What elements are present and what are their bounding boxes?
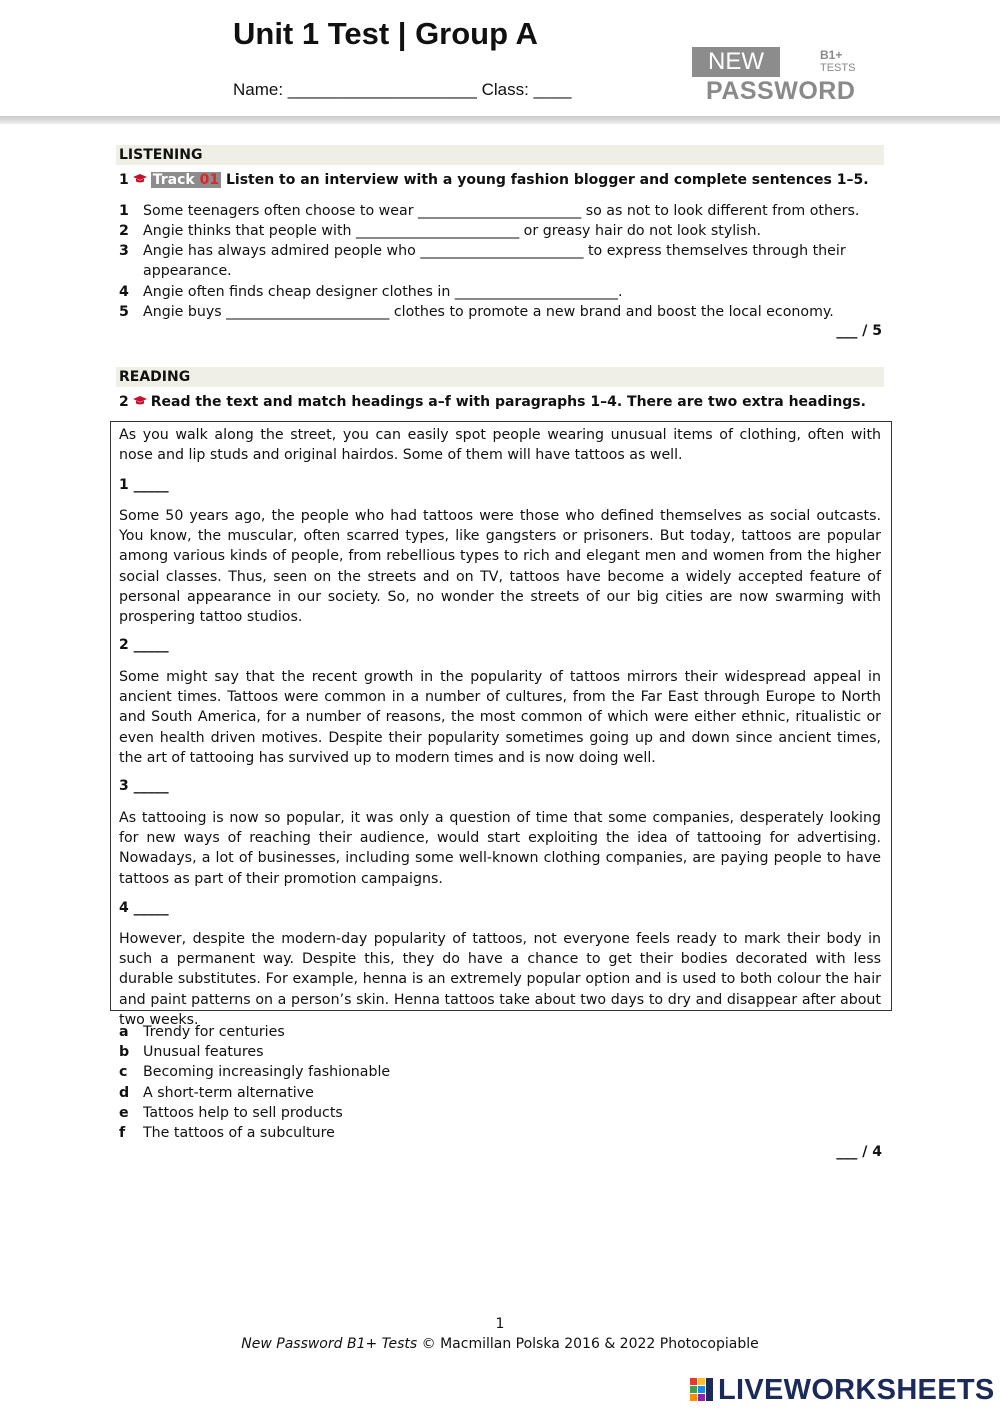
heading-option [119,1083,881,1103]
item-number: 4 [119,284,129,300]
heading-letter: a [119,1024,129,1040]
watermark-text: LIVEWORKSHEETS [718,1374,995,1406]
listening-task-number: 1 [119,172,129,188]
liveworksheets-watermark [690,1374,995,1406]
item-number: 2 [119,223,129,239]
listening-item [119,201,881,221]
heading-option [119,1062,881,1082]
heading-option [119,1022,881,1042]
reading-task-instruction [119,394,866,410]
class-field[interactable]: Class: ____ [481,80,572,99]
item-text[interactable]: Angie often finds cheap designer clothes in _______________________. [143,284,623,300]
heading-letter: b [119,1044,130,1060]
name-class-line [233,80,571,100]
reading-section-title: READING [116,367,884,387]
track-word: Track [152,172,195,188]
item-number: 1 [119,203,129,219]
paragraph-answer-2[interactable]: 2 _____ [119,637,169,653]
logo-new: NEW [692,47,780,77]
heading-option [119,1042,881,1062]
new-password-logo [692,47,862,105]
paragraph-2: Some might say that the recent growth in the popularity of tattoos mirrors their widespread appeal in ancient times. Tattoos were common in a number of cultures, from the Far East through Europe to North and South America, for a number of reasons, the most common of which were either ethnic, ritualistic or even health driven motives. Despite their popularity sometimes going up and down since ancient times, the art of tattooing has survived up to modern times and is now doing well. [119,669,881,766]
logo-tests: TESTS [820,62,856,74]
paragraph-answer-3[interactable]: 3 _____ [119,778,169,794]
listening-task-instruction [119,172,869,188]
paragraph-1: Some 50 years ago, the people who had tattoos were those who defined themselves as social outcasts. You know, the muscular, often scarred types, like gangsters or prisoners. But today, tattoos are popular among various kinds of people, from rebellious types to rich and elegant men and women from the higher social classes. Thus, seen on the streets and on TV, tattoos have become a widely accepted feature of personal appearance in our society. So, no wonder the streets of our big cities are now swarming with prospering tattoo studios. [119,508,881,626]
liveworksheets-logo-icon [690,1378,714,1402]
heading-option [119,1123,881,1143]
heading-text: The tattoos of a subculture [143,1125,335,1141]
graduation-cap-icon [133,396,147,406]
listening-section-title: LISTENING [116,145,884,165]
page-number: 1 [495,1316,505,1332]
item-number: 3 [119,243,129,259]
listening-item [119,241,881,281]
heading-text: Unusual features [143,1044,264,1060]
paragraph-4: However, despite the modern-day popularity of tattoos, not everyone feels ready to mark their body in such a permanent way. Despite this, they do have a chance to get their bodies decorated with less durable substitutes. For example, henna is an extremely popular option and is used to both colour the hair and paint patterns on a person’s skin. Henna tattoos take about two days to dry and disappear after about two weeks. [119,931,881,1028]
heading-letter: c [119,1064,128,1080]
graduation-cap-icon [133,174,147,184]
heading-text: A short-term alternative [143,1085,314,1101]
heading-text: Becoming increasingly fashionable [143,1064,391,1080]
book-title: New Password B1+ Tests [241,1336,418,1352]
heading-option [119,1103,881,1123]
item-text[interactable]: Some teenagers often choose to wear _______________________ so as not to look different from others. [143,203,860,219]
logo-level: B1+ [820,48,843,62]
heading-letter: e [119,1105,129,1121]
listening-item [119,302,881,322]
item-number: 5 [119,304,129,320]
page-title: Unit 1 Test | Group A [233,16,538,51]
track-number: 01 [199,172,220,188]
listening-item [119,282,881,302]
reading-intro: As you walk along the street, you can easily spot people wearing unusual items of clothing, often with nose and lip studs and original hairdos. Some of them will have tattoos as well. [119,427,881,464]
reading-instruction-text: Read the text and match headings a–f with paragraphs 1–4. There are two extra headings. [150,394,866,410]
listening-item [119,221,881,241]
footer-copyright [0,1336,1000,1352]
paragraph-3: As tattooing is now so popular, it was only a question of time that some companies, desperately looking for new ways of reaching their audience, would start exploiting the idea of tattooing for advertising. Nowadays, a lot of businesses, including some well-known clothing companies, are paying people to have tattoos as part of their promotion campaigns. [119,810,881,887]
reading-score: ___ / 4 [836,1144,882,1160]
header-divider [0,116,1000,124]
heading-letter: d [119,1085,130,1101]
listening-score: ___ / 5 [836,323,882,339]
item-text[interactable]: Angie buys _______________________ clothes to promote a new brand and boost the local economy. [143,304,834,320]
logo-password: PASSWORD [706,77,856,105]
paragraph-answer-1[interactable]: 1 _____ [119,477,169,493]
reading-task-number: 2 [119,394,129,410]
listening-instruction-text: Listen to an interview with a young fashion blogger and complete sentences 1–5. [225,172,869,188]
heading-letter: f [119,1125,126,1141]
item-text[interactable]: Angie has always admired people who _______________________ to express themselves through their appearance. [143,243,846,279]
track-label[interactable] [151,172,221,188]
copyright-text: © Macmillan Polska 2016 & 2022 Photocopiable [421,1336,759,1352]
name-field[interactable]: Name: ____________________ [233,80,477,99]
heading-text: Trendy for centuries [143,1024,285,1040]
heading-text: Tattoos help to sell products [143,1105,343,1121]
item-text[interactable]: Angie thinks that people with _______________________ or greasy hair do not look stylish. [143,223,762,239]
paragraph-answer-4[interactable]: 4 _____ [119,900,169,916]
